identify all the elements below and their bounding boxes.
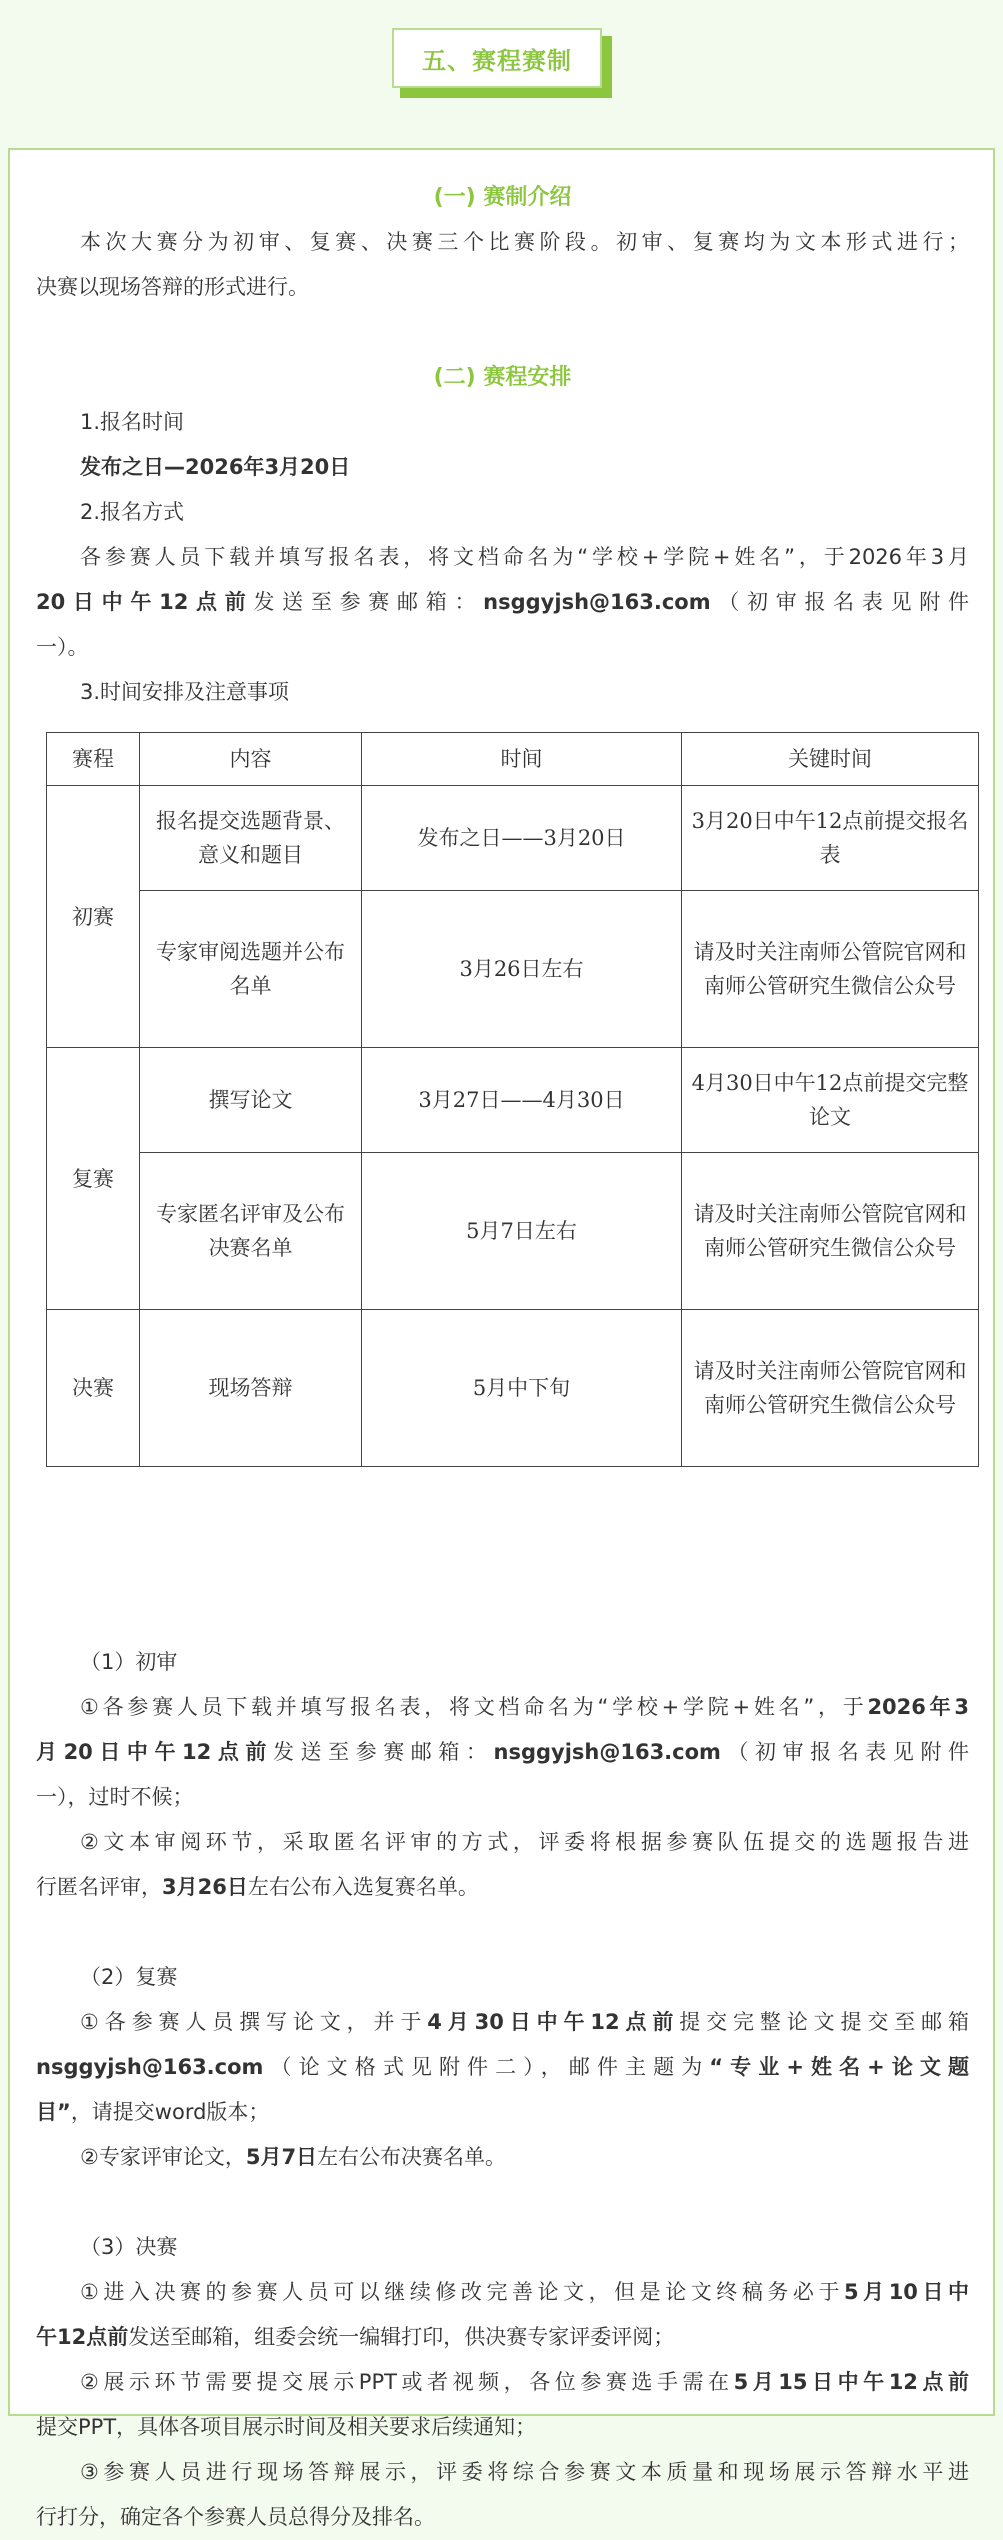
prelim-p2-tail: 左右公布入选复赛名单。 [247, 1875, 479, 1899]
key-time-cell: 请及时关注南师公管院官网和南师公管研究生微信公众号 [682, 1153, 979, 1310]
time-cell: 3月26日左右 [362, 891, 682, 1048]
semi-heading: （2）复赛 [80, 1965, 178, 1989]
table-row [47, 1048, 979, 1153]
table-row [47, 1310, 979, 1467]
prelim-p2-line-2 [36, 1865, 969, 1910]
schedule-label: 3.时间安排及注意事项 [80, 680, 290, 704]
final-p1-line-2 [36, 2315, 969, 2360]
reg-email: nsggyjsh@163.com [483, 590, 711, 614]
semi-p1-deadline: 4月30日中午12点前 [427, 2010, 680, 2034]
key-time-cell: 请及时关注南师公管院官网和南师公管研究生微信公众号 [682, 1310, 979, 1467]
schedule-table [46, 732, 979, 1467]
semi-p1-subject: “专业+姓名+论文题 [709, 2055, 969, 2079]
content-cell: 现场答辩 [140, 1310, 362, 1467]
final-p2-line-1 [36, 2360, 969, 2405]
reg-send-text: 发送至参赛邮箱： [253, 590, 484, 614]
semi-p1-line-2 [36, 2045, 969, 2090]
semi-p2 [36, 2135, 1003, 2180]
final-p1-tail: 发送至邮箱，组委会统一编辑打印，供决赛专家评委评阅； [128, 2325, 675, 2349]
intro-line-2: 决赛以现场答辩的形式进行。 [36, 275, 309, 299]
prelim-p1-email: nsggyjsh@163.com [493, 1740, 721, 1764]
stage-cell: 决赛 [47, 1310, 140, 1467]
final-heading: （3）决赛 [80, 2235, 178, 2259]
prelim-p1-date: 2026年3 [867, 1695, 969, 1719]
content-cell: 撰写论文 [140, 1048, 362, 1153]
content-box [8, 148, 995, 2529]
final-p2-deadline: 5月15日中午12点前 [733, 2370, 970, 2394]
final-p1-deadline: 午12点前 [36, 2325, 129, 2349]
reg-method-label: 2.报名方式 [80, 500, 185, 524]
time-cell: 5月中下旬 [362, 1310, 682, 1467]
prelim-p1-deadline: 月20日中午12点前 [36, 1740, 273, 1764]
table-row [47, 891, 979, 1048]
final-p1-text: ①进入决赛的参赛人员可以继续修改完善论文，但是论文终稿务必于 [80, 2280, 844, 2304]
time-cell: 5月7日左右 [362, 1153, 682, 1310]
intro-line-1: 本次大赛分为初审、复赛、决赛三个比赛阶段。初审、复赛均为文本形式进行； [80, 230, 969, 254]
semi-p1-text: ①各参赛人员撰写论文，并于 [80, 2010, 428, 2034]
section-title-badge [392, 28, 612, 98]
prelim-p1-send: 发送至参赛邮箱： [272, 1740, 494, 1764]
final-p3-line-1: ③参赛人员进行现场答辩展示，评委将综合参赛文本质量和现场展示答辩水平进 [80, 2460, 969, 2484]
final-p3-line-2: 行打分，确定各个参赛人员总得分及排名。 [36, 2505, 435, 2529]
final-p2-line-2: 提交PPT，具体各项目展示时间及相关要求后续通知； [36, 2415, 537, 2439]
reg-time-value: 发布之日—2026年3月20日 [80, 455, 351, 479]
header-content: 内容 [140, 733, 362, 786]
time-cell: 3月27日——4月30日 [362, 1048, 682, 1153]
key-time-cell: 4月30日中午12点前提交完整论文 [682, 1048, 979, 1153]
content-cell: 专家审阅选题并公布名单 [140, 891, 362, 1048]
prelim-p2-text: 行匿名评审， [36, 1875, 162, 1899]
content-cell: 报名提交选题背景、意义和题目 [140, 786, 362, 891]
key-time-cell: 3月20日中午12点前提交报名表 [682, 786, 979, 891]
reg-method-line-3: 一）。 [36, 635, 89, 659]
stage-cell: 初赛 [47, 786, 140, 1048]
prelim-p1-line-3: 一），过时不候； [36, 1785, 194, 1809]
semi-p2-text: ②专家评审论文， [80, 2145, 246, 2169]
semi-p1-word: ，请提交word版本； [70, 2100, 270, 2124]
prelim-p1-line-2 [36, 1730, 969, 1775]
prelim-p2-line-1: ②文本审阅环节，采取匿名评审的方式，评委将根据参赛队伍提交的选题报告进 [80, 1830, 969, 1854]
semi-p2-date: 5月7日 [245, 2145, 318, 2169]
table-header-row [47, 733, 979, 786]
final-p2-text: ②展示环节需要提交展示PPT或者视频，各位参赛选手需在 [80, 2370, 734, 2394]
heading-schedule: (二) 赛程安排 [433, 365, 572, 390]
semi-p1-format: （论文格式见附件二），邮件主题为 [263, 2055, 710, 2079]
stage-cell: 复赛 [47, 1048, 140, 1310]
header-stage: 赛程 [47, 733, 140, 786]
header-time: 时间 [362, 733, 682, 786]
prelim-p2-date: 3月26日 [162, 1875, 248, 1899]
final-p1-line-1 [36, 2270, 969, 2315]
table-row [47, 786, 979, 891]
semi-p2-tail: 左右公布决赛名单。 [317, 2145, 507, 2169]
prelim-p1-attachment: （初审报名表见附件 [720, 1740, 970, 1764]
semi-p1-email: nsggyjsh@163.com [36, 2055, 264, 2079]
content-cell: 专家匿名评审及公布决赛名单 [140, 1153, 362, 1310]
reg-method-line-1 [36, 535, 969, 580]
reg-attachment-note: （初审报名表见附件 [710, 590, 970, 614]
header-key-time: 关键时间 [682, 733, 979, 786]
final-p1-date: 5月10日中 [844, 2280, 969, 2304]
semi-p1-subject-end: 目” [36, 2100, 71, 2124]
semi-p1-tail: 提交完整论文提交至邮箱 [679, 2010, 970, 2034]
reg-time-label: 1.报名时间 [80, 410, 185, 434]
prelim-p1-text: ①各参赛人员下载并填写报名表，将文档命名为“学校+学院+姓名”，于 [80, 1695, 868, 1719]
time-cell: 发布之日——3月20日 [362, 786, 682, 891]
semi-p1-line-3 [36, 2090, 969, 2135]
heading-format-intro: (一) 赛制介绍 [433, 185, 572, 210]
key-time-cell: 请及时关注南师公管院官网和南师公管研究生微信公众号 [682, 891, 979, 1048]
table-row [47, 1153, 979, 1310]
prelim-p1-line-1 [36, 1685, 969, 1730]
reg-method-line-2 [36, 580, 969, 625]
section-title: 五、赛程赛制 [392, 28, 602, 88]
prelim-heading: （1）初审 [80, 1650, 178, 1674]
semi-p1-line-1 [36, 2000, 969, 2045]
reg-deadline: 20日中午12点前 [36, 590, 254, 614]
reg-text: 各参赛人员下载并填写报名表，将文档命名为“学校+学院+姓名”，于2026年3月 [80, 545, 969, 569]
